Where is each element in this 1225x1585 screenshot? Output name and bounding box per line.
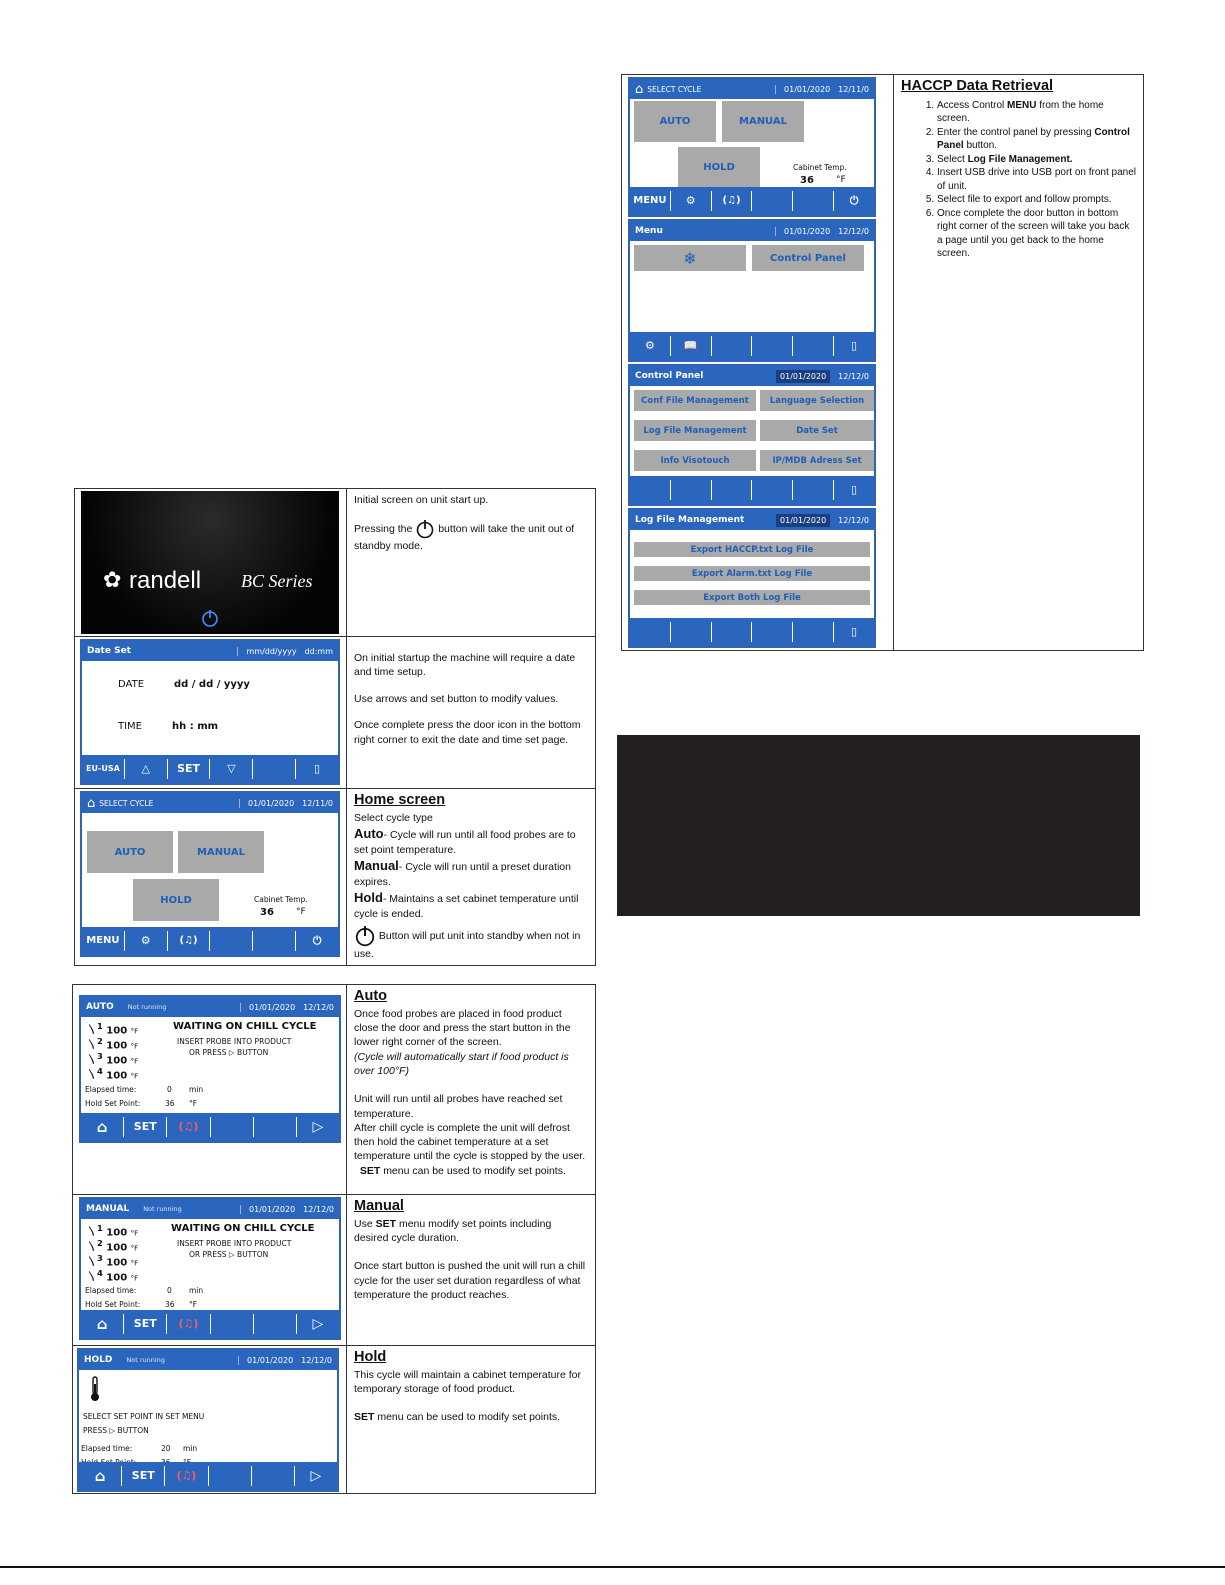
auto-text-4: SET menu can be used to modify set points. (359, 1164, 566, 1177)
alarm-icon[interactable]: (♫) (167, 1314, 210, 1334)
date-set-text-3: Once complete press the door icon in the bottom right corner to exit the date and time set page. (354, 719, 581, 746)
export-both-log-button[interactable]: Export Both Log File (634, 590, 870, 605)
probe-2-reading: 〵$^2$ 100 °F (87, 1036, 139, 1052)
screen-date: 01/01/2020 (238, 1356, 293, 1365)
service-icon[interactable]: ⚙ (125, 931, 168, 951)
screen-time: 12/12/0 (301, 1355, 332, 1365)
power-icon (354, 925, 376, 947)
home-screen-cell (75, 789, 347, 966)
auto-button[interactable]: AUTO (87, 831, 173, 873)
cabinet-temp-label: Cabinet Temp. (254, 895, 308, 904)
probe-1-reading: 〵$^1$ 100 °F (87, 1223, 139, 1239)
hold-footer (79, 1462, 337, 1490)
screen-date: 01/01/2020 (240, 1205, 295, 1214)
screen-date: 01/01/2020 (776, 514, 830, 527)
manual-screen (79, 1197, 341, 1340)
manual-text-2: Once start button is pushed the unit will run a chill cycle for the user set duration regardless of what temperature the product reaches. (354, 1260, 586, 1301)
screen-date: 01/01/2020 (775, 85, 830, 94)
empty-slot (253, 931, 296, 951)
start-icon[interactable]: ▷ (312, 1316, 324, 1332)
home-icon[interactable]: ⌂ (81, 1117, 124, 1137)
haccp-screens-cell (622, 75, 894, 651)
empty-slot (752, 622, 793, 642)
home-intro: Select cycle type (354, 811, 433, 824)
cabinet-temp-value: 36 (260, 907, 274, 918)
door-icon[interactable]: ▯ (851, 625, 858, 638)
empty-slot (671, 622, 712, 642)
alarm-icon[interactable]: (♫) (168, 931, 211, 951)
empty-slot (254, 1314, 297, 1334)
hold-set-point-unit: °F (189, 1300, 198, 1309)
door-icon[interactable]: ▯ (851, 339, 858, 352)
alarm-icon[interactable]: (♫) (165, 1466, 208, 1486)
screen-title: AUTO (86, 1002, 114, 1012)
auto-text-3: After chill cycle is complete the unit will defrost then hold the cabinet temperature at a set temperature until the cycle is stopped by the user. (354, 1121, 586, 1163)
screen-time: 12/12/0 (838, 371, 869, 381)
screen-time: 12/12/0 (303, 1002, 334, 1012)
cabinet-temp-unit: °F (296, 907, 306, 917)
auto-description (347, 985, 596, 1195)
alarm-icon[interactable]: (♫) (712, 191, 753, 211)
guide-table-cycles (72, 984, 596, 1494)
door-icon[interactable]: ▯ (314, 762, 321, 775)
startup-text-2: Pressing the button will take the unit out of standby mode. (354, 519, 588, 553)
menu-button[interactable]: MENU (82, 931, 125, 951)
startup-description (347, 489, 596, 637)
date-set-text-2: Use arrows and set button to modify values. (354, 692, 559, 705)
elapsed-unit: min (189, 1286, 204, 1295)
screen-title: Menu (635, 226, 663, 236)
hold-button[interactable]: HOLD (133, 879, 219, 921)
empty-slot (793, 336, 834, 356)
haccp-home-footer (630, 187, 874, 215)
startup-screen (81, 491, 339, 634)
hold-heading: Hold (354, 1349, 387, 1365)
empty-slot (793, 480, 834, 500)
date-set-description (347, 637, 596, 789)
screen-date: 01/01/2020 (775, 227, 830, 236)
home-hold: Hold- Maintains a set cabinet temperature until cycle is ended. (354, 890, 579, 920)
home-footer (82, 927, 338, 955)
auto-text-1-note: (Cycle will automatically start if food product is over 100°F) (354, 1050, 569, 1077)
waiting-message: WAITING ON CHILL CYCLE (173, 1021, 317, 1032)
time-format: dd:mm (304, 646, 333, 656)
power-icon[interactable]: ⏻ (849, 194, 859, 207)
elapsed-label: Elapsed time: (85, 1085, 137, 1094)
cycle-status: Not running (143, 1205, 182, 1213)
elapsed-label: Elapsed time: (85, 1286, 137, 1295)
manual-description (347, 1195, 596, 1346)
date-set-screen (80, 639, 340, 785)
elapsed-label: Elapsed time: (81, 1444, 133, 1453)
empty-slot (209, 1466, 252, 1486)
manual-screen-cell (73, 1195, 347, 1346)
screen-time: 12/12/0 (838, 226, 869, 236)
haccp-description (894, 75, 1144, 651)
start-icon[interactable]: ▷ (310, 1468, 322, 1484)
manual-button[interactable]: MANUAL (722, 101, 804, 142)
empty-slot (210, 931, 253, 951)
insert-message: INSERT PROBE INTO PRODUCT (177, 1239, 292, 1248)
export-haccp-log-button[interactable]: Export HACCP.txt Log File (634, 542, 870, 557)
empty-slot (211, 1314, 254, 1334)
empty-slot (752, 480, 793, 500)
cycle-status: Not running (126, 1356, 165, 1364)
menu-button[interactable]: MENU (630, 191, 671, 211)
haccp-home-screen (628, 77, 876, 217)
haccp-step: 5. Select file to export and follow prompts. (937, 193, 1136, 207)
set-button[interactable]: SET (124, 1117, 167, 1137)
home-description (347, 789, 596, 966)
auto-screen (79, 995, 341, 1143)
cabinet-temp-label: Cabinet Temp. (793, 163, 847, 172)
elapsed-value: 0 (167, 1085, 172, 1094)
haccp-step: 1. Access Control MENU from the home screen. (937, 99, 1136, 126)
date-set-cell (75, 637, 347, 789)
screen-time: 12/12/0 (303, 1204, 334, 1214)
date-label: DATE (118, 679, 145, 690)
black-panel (617, 735, 1140, 916)
haccp-step: 4. Insert USB drive into USB port on front panel of unit. (937, 166, 1136, 193)
auto-footer (81, 1113, 339, 1141)
auto-text-1: Once food probes are placed in food product close the door and press the start button in the lower right corner of the screen. (354, 1007, 571, 1049)
probe-1-reading: 〵$^1$ 100 °F (87, 1021, 139, 1037)
hold-set-point-unit: °F (189, 1099, 198, 1108)
screen-date: 01/01/2020 (776, 370, 830, 383)
arrow-up-icon[interactable]: △ (125, 759, 168, 779)
haccp-heading: HACCP Data Retrieval (901, 78, 1054, 94)
hold-set-point-label: Hold Set Point: (85, 1300, 141, 1309)
log-file-management-button[interactable]: Log File Management (634, 420, 756, 441)
date-set-footer (82, 755, 338, 783)
hold-set-point-value: 36 (165, 1300, 175, 1309)
info-visotouch-button[interactable]: Info Visotouch (634, 450, 756, 471)
date-format: mm/dd/yyyy (237, 647, 296, 656)
auto-screen-cell (73, 985, 347, 1195)
screen-time: 12/11/0 (838, 84, 869, 94)
home-icon[interactable]: ⌂ (81, 1314, 124, 1334)
guide-table-startup (74, 488, 596, 966)
probe-2-reading: 〵$^2$ 100 °F (87, 1238, 139, 1254)
manual-footer (81, 1310, 339, 1338)
control-panel-button[interactable]: Control Panel (752, 245, 864, 271)
screen-title: SELECT CYCLE (99, 798, 154, 808)
screen-title: Control Panel (635, 371, 704, 381)
probe-4-reading: 〵$^4$ 100 °F (87, 1268, 139, 1284)
haccp-control-panel-footer (630, 476, 874, 504)
cabinet-temp-value: 36 (800, 175, 814, 186)
export-alarm-log-button[interactable]: Export Alarm.txt Log File (634, 566, 870, 581)
empty-slot (793, 191, 834, 211)
set-button[interactable]: SET (124, 1314, 167, 1334)
screen-title: MANUAL (86, 1204, 130, 1214)
date-value[interactable]: dd / dd / yyyy (174, 679, 250, 690)
manual-text-1: Use SET menu modify set points including desired cycle duration. (354, 1217, 552, 1245)
empty-slot (253, 759, 296, 779)
power-icon (415, 519, 435, 539)
cabinet-temp-unit: °F (836, 175, 846, 185)
empty-slot (793, 622, 834, 642)
haccp-menu-footer (630, 332, 874, 360)
empty-slot (712, 622, 753, 642)
set-button[interactable]: SET (168, 759, 211, 779)
service-icon[interactable]: ⚙ (630, 336, 671, 356)
empty-slot (630, 622, 671, 642)
date-set-button[interactable]: Date Set (760, 420, 874, 441)
empty-slot (671, 480, 712, 500)
screen-time: 12/12/0 (838, 515, 869, 525)
hold-set-point-value: 36 (165, 1099, 175, 1108)
hold-button[interactable]: HOLD (678, 147, 760, 188)
hold-screen-cell (73, 1346, 347, 1494)
home-icon[interactable]: ⌂ (635, 81, 644, 97)
or-press-message: OR PRESS ▷ BUTTON (189, 1048, 269, 1057)
home-manual: Manual- Cycle will run until a preset duration expires. (354, 858, 571, 888)
empty-slot (752, 191, 793, 211)
empty-slot (712, 480, 753, 500)
screen-title: Log File Management (635, 515, 745, 525)
start-icon[interactable]: ▷ (312, 1119, 324, 1135)
press-button-message: PRESS ▷ BUTTON (83, 1426, 149, 1435)
haccp-control-panel-screen (628, 364, 876, 506)
elapsed-unit: min (183, 1444, 198, 1453)
empty-slot (712, 336, 753, 356)
hold-set-point-label: Hold Set Point: (85, 1099, 141, 1108)
elapsed-value: 0 (167, 1286, 172, 1295)
hold-screen (77, 1348, 339, 1492)
home-icon[interactable]: ⌂ (79, 1466, 122, 1486)
hold-text-1: This cycle will maintain a cabinet temperature for temporary storage of food product. (354, 1368, 582, 1396)
or-press-message: OR PRESS ▷ BUTTON (189, 1250, 269, 1259)
time-value[interactable]: hh : mm (172, 721, 219, 732)
screen-title: Date Set (87, 646, 131, 656)
probe-3-reading: 〵$^3$ 100 °F (87, 1253, 139, 1269)
haccp-step: 6. Once complete the door button in bottom right corner of the screen will take you back a page until you get back to the home screen. (937, 207, 1136, 261)
arrow-down-icon[interactable]: ▽ (210, 759, 253, 779)
thermometer-icon (89, 1376, 101, 1402)
select-set-point-message: SELECT SET POINT IN SET MENU (83, 1412, 205, 1421)
series-name: BC Series (241, 571, 313, 591)
waiting-message: WAITING ON CHILL CYCLE (171, 1223, 315, 1234)
startup-screen-cell (75, 489, 347, 637)
home-icon[interactable]: ⌂ (87, 795, 96, 811)
snowflake-icon[interactable]: ❄ (634, 245, 746, 271)
elapsed-unit: min (189, 1085, 204, 1094)
empty-slot (211, 1117, 254, 1137)
auto-button[interactable]: AUTO (634, 101, 716, 142)
screen-title: HOLD (84, 1355, 113, 1365)
empty-slot (252, 1466, 295, 1486)
service-icon[interactable]: ⚙ (671, 191, 712, 211)
manual-heading: Manual (354, 1198, 404, 1214)
auto-heading: Auto (354, 988, 388, 1004)
time-label: TIME (118, 721, 143, 732)
haccp-menu-screen (628, 219, 876, 362)
conf-file-management-button[interactable]: Conf File Management (634, 390, 756, 411)
power-icon[interactable]: ⏻ (312, 934, 322, 947)
brand-name: randell (129, 567, 202, 594)
probe-3-reading: 〵$^3$ 100 °F (87, 1051, 139, 1067)
screen-title: SELECT CYCLE (647, 84, 702, 94)
haccp-step: 3. Select Log File Management. (937, 153, 1136, 167)
empty-slot (630, 480, 671, 500)
door-icon[interactable]: ▯ (851, 483, 858, 496)
haccp-log-file-screen (628, 508, 876, 648)
screen-time: 12/11/0 (302, 798, 333, 808)
home-heading: Home screen (354, 792, 446, 808)
language-selection-button[interactable]: Language Selection (760, 390, 874, 411)
power-icon[interactable] (201, 609, 219, 627)
empty-slot (254, 1117, 297, 1137)
elapsed-value: 20 (161, 1444, 171, 1453)
guide-table-haccp (621, 74, 1144, 651)
page-bottom-rule (0, 1566, 1225, 1568)
probe-4-reading: 〵$^4$ 100 °F (87, 1066, 139, 1082)
manual-book-icon[interactable]: 📖 (671, 336, 712, 356)
empty-slot (752, 336, 793, 356)
insert-message: INSERT PROBE INTO PRODUCT (177, 1037, 292, 1046)
home-standby: Button will put unit into standby when not in use. (354, 925, 588, 961)
manual-button[interactable]: MANUAL (178, 831, 264, 873)
home-screen (80, 791, 340, 957)
ip-mdb-address-set-button[interactable]: IP/MDB Adress Set (760, 450, 874, 471)
alarm-icon[interactable]: (♫) (167, 1117, 210, 1137)
startup-text-1: Initial screen on unit start up. (354, 494, 489, 506)
set-button[interactable]: SET (122, 1466, 165, 1486)
screen-date: 01/01/2020 (239, 799, 294, 808)
hold-text-2: SET menu can be used to modify set points. (354, 1411, 561, 1424)
haccp-steps (901, 99, 1136, 261)
region-button[interactable]: EU-USA (82, 759, 125, 779)
haccp-log-file-footer (630, 618, 874, 646)
home-auto: Auto- Cycle will run until all food probes are to set point temperature. (354, 826, 576, 856)
cycle-status: Not running (127, 1003, 167, 1011)
haccp-step: 2. Enter the control panel by pressing Control Panel button. (937, 126, 1136, 153)
auto-text-2: Unit will run until all probes have reached set temperature. (354, 1093, 563, 1120)
date-set-text-1: On initial startup the machine will require a date and time setup. (354, 652, 576, 679)
screen-date: 01/01/2020 (240, 1003, 295, 1012)
hold-description (347, 1346, 596, 1494)
randell-logo-icon: ✿ (103, 567, 122, 592)
